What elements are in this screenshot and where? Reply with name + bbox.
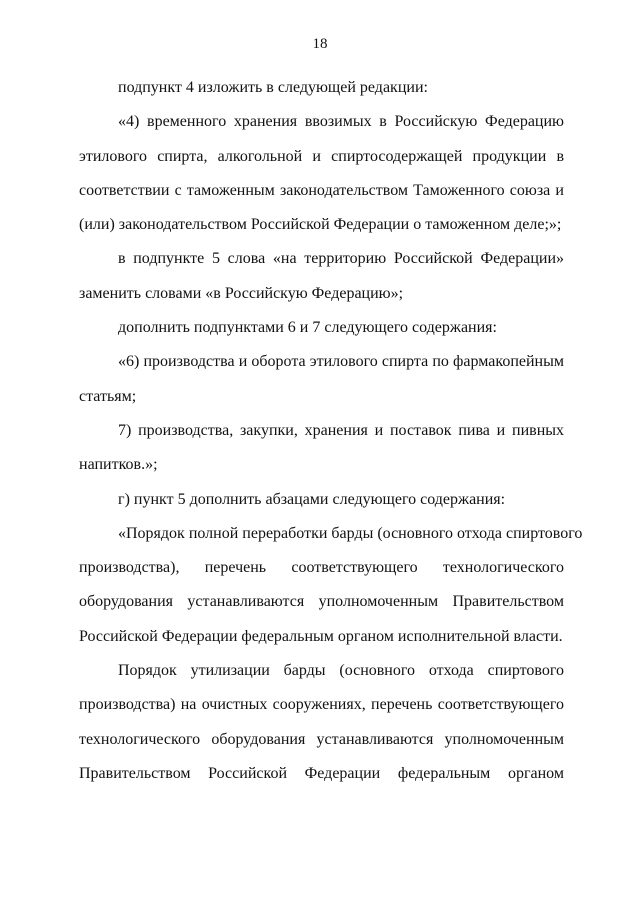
text-line: соответствии с таможенным законодательством Таможенного союза и bbox=[79, 181, 564, 199]
text-line: (или) законодательством Российской Федерации о таможенном деле;»; bbox=[79, 216, 562, 234]
text-line: оборудования устанавливаются уполномоченным Правительством bbox=[79, 593, 564, 611]
text-line: технологического оборудования устанавливаются уполномоченным bbox=[79, 730, 564, 748]
text-line: Порядок утилизации барды (основного отхода спиртового bbox=[118, 662, 564, 680]
text-line: г) пункт 5 дополнить абзацами следующего содержания: bbox=[118, 490, 506, 508]
text-line: производства) на очистных сооружениях, перечень соответствующего bbox=[79, 696, 564, 714]
text-line: Российской Федерации федеральным органом исполнительной власти. bbox=[79, 627, 563, 645]
text-line: «Порядок полной переработки барды (основного отхода спиртового bbox=[118, 524, 583, 542]
text-line: производства), перечень соответствующего технологического bbox=[79, 559, 564, 577]
text-line: «4) временного хранения ввозимых в Российскую Федерацию bbox=[118, 113, 564, 131]
text-line: 7) производства, закупки, хранения и поставок пива и пивных bbox=[118, 421, 564, 439]
document-body bbox=[79, 71, 583, 791]
text-line: напитков.»; bbox=[79, 456, 158, 474]
text-line: Правительством Российской Федерации федеральным органом bbox=[79, 764, 564, 782]
text-line: статьям; bbox=[79, 387, 137, 405]
text-line: в подпункте 5 слова «на территорию Российской Федерации» bbox=[118, 250, 564, 268]
text-line: подпункт 4 изложить в следующей редакции: bbox=[118, 79, 428, 96]
text-line: «6) производства и оборота этилового спирта по фармакопейным bbox=[118, 353, 564, 371]
text-line: этилового спирта, алкогольной и спиртосодержащей продукции в bbox=[79, 147, 564, 165]
page-number: 18 bbox=[312, 36, 328, 52]
text-line: дополнить подпунктами 6 и 7 следующего содержания: bbox=[118, 319, 497, 337]
text-line: заменить словами «в Российскую Федерацию»; bbox=[79, 284, 404, 302]
